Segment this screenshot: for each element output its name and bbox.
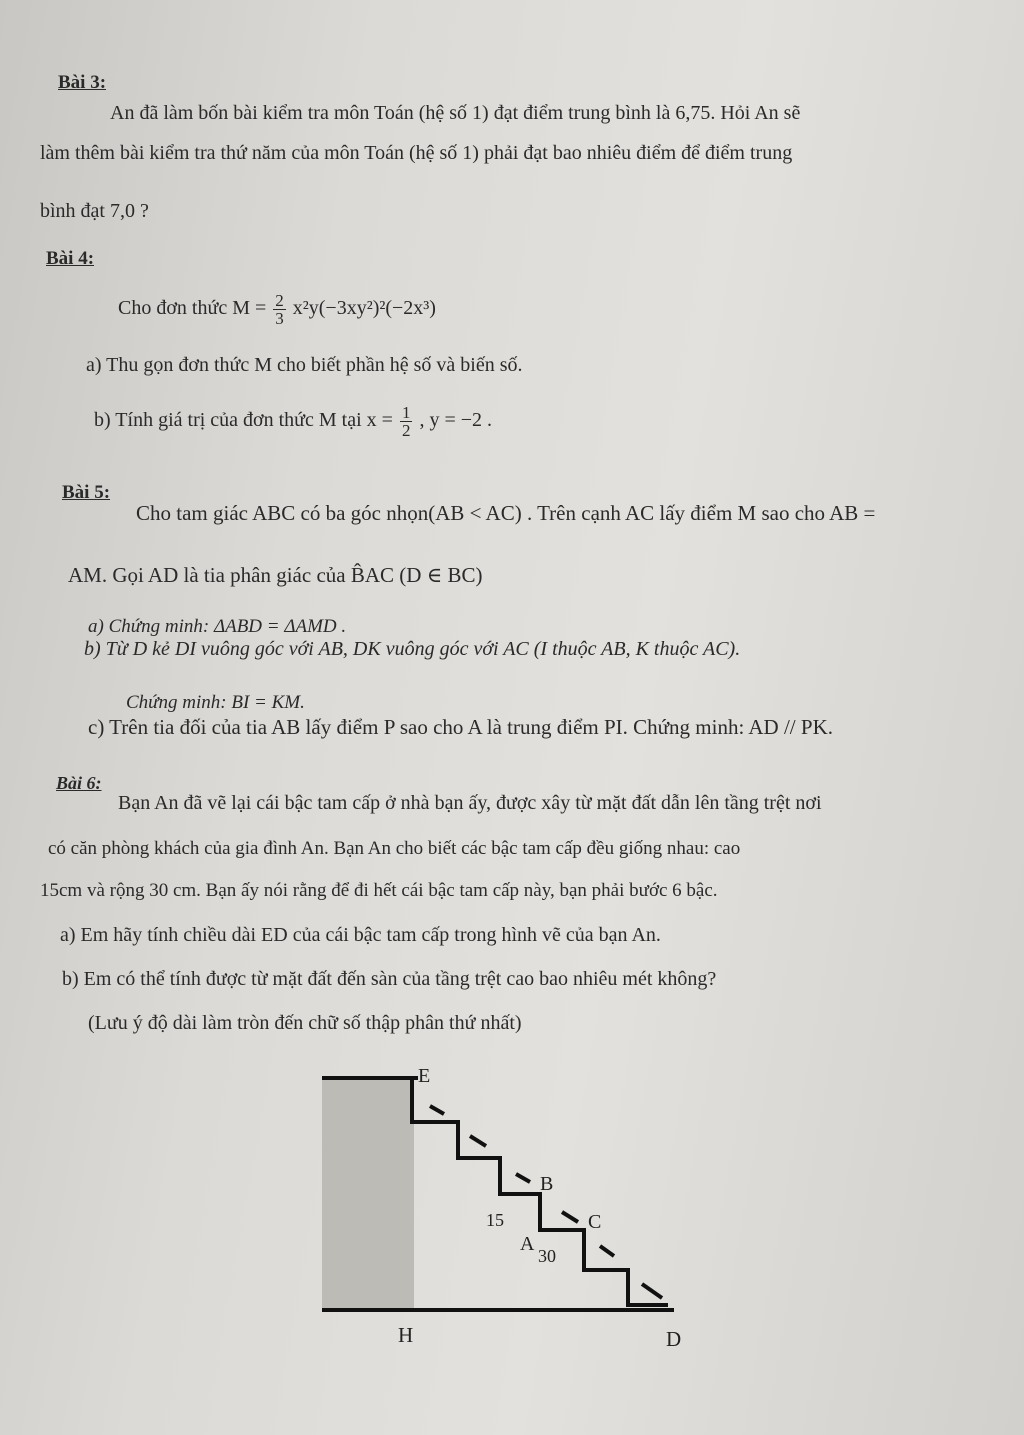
- bai5-heading: Bài 5:: [62, 482, 111, 503]
- bai6-heading: Bài 6:: [56, 773, 102, 793]
- bai4-b-post: , y = −2 .: [419, 409, 492, 432]
- bai3-line1: An đã làm bốn bài kiểm tra môn Toán (hệ số 1) đạt điểm trung bình là 6,75. Hỏi An sẽ: [110, 102, 801, 124]
- label-B: B: [540, 1173, 554, 1195]
- label-H: H: [398, 1323, 414, 1347]
- bai5-a: a) Chứng minh: ΔABD = ΔAMD .: [88, 616, 347, 637]
- bai3-heading: Bài 3:: [58, 72, 107, 93]
- bai6-line2: có căn phòng khách của gia đình An. Bạn An cho biết các bậc tam cấp đều giống nhau: cao: [48, 838, 741, 859]
- building-block: [322, 1078, 414, 1310]
- bai4-frac-den: 3: [275, 309, 284, 328]
- bai5-b: b) Từ D kẻ DI vuông góc với AB, DK vuông góc với AC (I thuộc AB, K thuộc AC).: [84, 638, 741, 660]
- label-A: A: [520, 1233, 535, 1255]
- label-30: 30: [538, 1246, 556, 1266]
- label-15: 15: [486, 1210, 504, 1230]
- bai3-line3: bình đạt 7,0 ?: [40, 200, 149, 222]
- bai4-frac-num: 2: [275, 291, 284, 310]
- bai4-intro: Cho đơn thức: [118, 297, 228, 320]
- label-E: E: [418, 1065, 431, 1087]
- bai6-note: (Lưu ý độ dài làm tròn đến chữ số thập phân thứ nhất): [88, 1012, 522, 1034]
- bai6-line1: Bạn An đã vẽ lại cái bậc tam cấp ở nhà bạn ấy, được xây từ mặt đất dẫn lên tầng trệt nơi: [118, 792, 822, 814]
- bai4-formula-right: x²y(−3xy²)²(−2x³): [292, 297, 436, 320]
- bai4-a: a) Thu gọn đơn thức M cho biết phần hệ số và biến số.: [86, 354, 523, 376]
- bai4-heading: Bài 4:: [46, 248, 95, 269]
- bai6-line3: 15cm và rộng 30 cm. Bạn ấy nói rằng để đi hết cái bậc tam cấp này, bạn phải bước 6 bậc.: [40, 880, 718, 901]
- bai5-c: c) Trên tia đối của tia AB lấy điểm P sao cho A là trung điểm PI. Chứng minh: AD // PK.: [88, 715, 833, 739]
- bai4-b-pre: b) Tính giá trị của đơn thức M tại x =: [94, 409, 393, 432]
- label-C: C: [588, 1211, 602, 1233]
- bai4-b-den: 2: [401, 421, 411, 440]
- label-D: D: [666, 1327, 682, 1351]
- bai6-b: b) Em có thể tính được từ mặt đất đến sàn của tầng trệt cao bao nhiêu mét không?: [62, 968, 717, 990]
- bai4-formula-left: M =: [232, 297, 267, 320]
- bai5-line2: AM. Gọi AD là tia phân giác của B̂AC (D ∈ BC): [68, 563, 483, 587]
- bai3-line2: làm thêm bài kiểm tra thứ năm của môn Toán (hệ số 1) phải đạt bao nhiêu điểm để điểm trung: [40, 142, 793, 164]
- bai6-a: a) Em hãy tính chiều dài ED của cái bậc tam cấp trong hình vẽ của bạn An.: [60, 924, 661, 946]
- bai5-line1: Cho tam giác ABC có ba góc nhọn(AB < AC) . Trên cạnh AC lấy điểm M sao cho AB =: [136, 501, 876, 525]
- bai4-b-num: 1: [401, 403, 411, 422]
- bai5-b2: Chứng minh: BI = KM.: [126, 692, 305, 713]
